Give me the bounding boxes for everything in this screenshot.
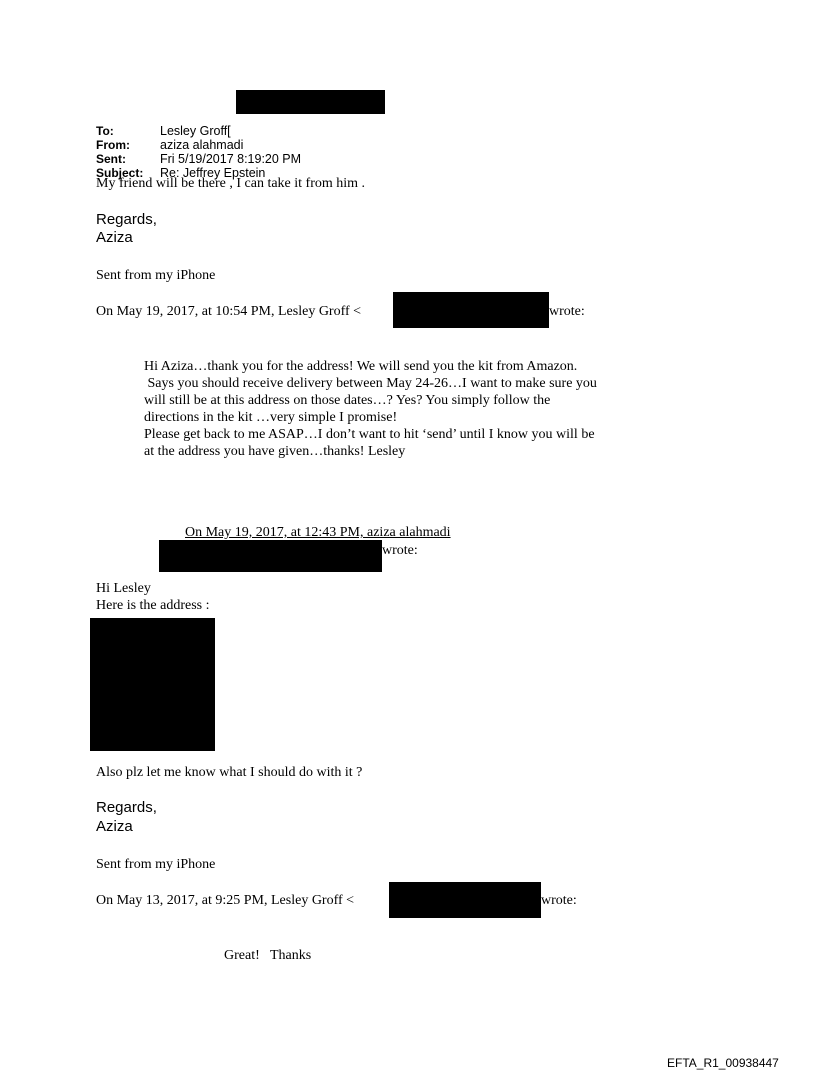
from-value: aziza alahmadi [160,138,244,152]
document-id: EFTA_R1_00938447 [667,1056,779,1070]
subject-label: Subject: [96,166,144,180]
sent-value: Fri 5/19/2017 8:19:20 PM [160,152,302,166]
quote-line: Says you should receive delivery between May 24-26…I want to make sure you [144,376,597,391]
quote-intro: On May 19, 2017, at 10:54 PM, Lesley Groff < [96,304,362,319]
quote-intro: On May 13, 2017, at 9:25 PM, Lesley Groff < [96,893,355,908]
address-intro: Here is the address : [96,598,210,613]
message-body: My friend will be there , I can take it from him . [96,176,366,191]
quote-line: directions in the kit …very simple I promise! [144,410,398,425]
redaction-email [159,540,382,572]
quote-body: Great! Thanks [224,948,312,963]
quote-wrote: wrote: [541,893,577,908]
followup-text: Also plz let me know what I should do with it ? [96,765,363,780]
signature-name: Aziza [96,818,133,835]
redaction-email [393,292,549,328]
quote-wrote: wrote: [382,543,418,558]
to-value: Lesley Groff[ [160,124,231,138]
subject-value: Re: Jeffrey Epstein [160,166,266,180]
signature-name: Aziza [96,229,133,246]
to-label: To: [96,124,114,138]
greeting: Hi Lesley [96,581,151,596]
redaction-to-email [236,90,385,114]
regards-text: Regards, [96,211,157,228]
quote-line: Please get back to me ASAP…I don’t want to hit ‘send’ until I know you will be [144,427,595,442]
quote-line: at the address you have given…thanks! Lesley [144,444,406,459]
quote-line: Hi Aziza…thank you for the address! We will send you the kit from Amazon. [144,359,578,374]
regards-text: Regards, [96,799,157,816]
quote-body [144,358,597,460]
quote-line: will still be at this address on those dates…? Yes? You simply follow the [144,393,551,408]
redaction-address [90,618,215,751]
redaction-email [389,882,541,918]
sent-label: Sent: [96,152,126,166]
from-label: From: [96,138,130,152]
sent-from-line: Sent from my iPhone [96,857,216,872]
quote-wrote: wrote: [549,304,585,319]
sent-from-line: Sent from my iPhone [96,268,216,283]
quote-intro: On May 19, 2017, at 12:43 PM, aziza alahmadi [185,525,451,540]
